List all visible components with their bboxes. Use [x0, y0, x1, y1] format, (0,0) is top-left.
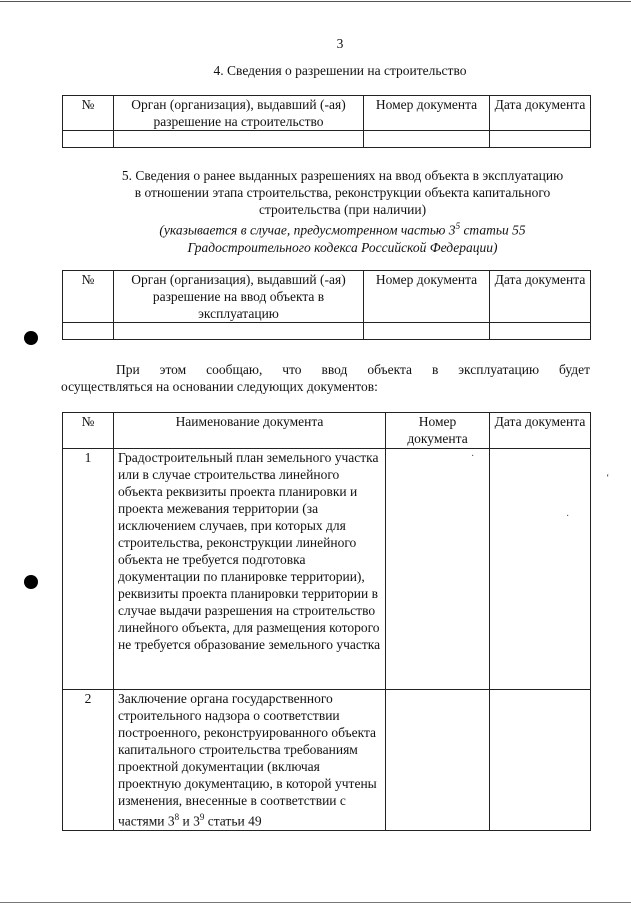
table-cell[interactable]	[364, 323, 490, 340]
scan-speck: ·	[471, 451, 475, 462]
col-doc-number-header: Номер документа	[364, 96, 490, 131]
section5-heading	[70, 167, 615, 256]
section4-heading: 4. Сведения о разрешении на строительство	[213, 63, 467, 78]
col-number-header: №	[63, 96, 114, 131]
table-cell[interactable]	[490, 131, 591, 148]
row-number: 1	[63, 449, 114, 690]
table-row	[63, 690, 591, 831]
col-doc-name-header: Наименование документа	[114, 413, 386, 449]
doc-date-cell[interactable]	[490, 449, 591, 690]
section5-note-line2: Градостроительного кодекса Российской Федерации)	[187, 239, 498, 255]
section5-table	[62, 270, 591, 340]
section4-table	[62, 95, 591, 148]
doc-number-cell[interactable]	[386, 449, 490, 690]
section5-heading-line: строительства (при наличии)	[258, 202, 427, 217]
table-cell[interactable]	[490, 323, 591, 340]
documents-table	[62, 412, 591, 831]
table-header-row	[63, 96, 591, 131]
section5-note: (указывается в случае, предусмотренном частью $3^5$ статьи 55	[159, 221, 526, 238]
table-cell[interactable]	[364, 131, 490, 148]
table-cell[interactable]	[114, 323, 364, 340]
col-doc-date-header: Дата документа	[490, 96, 591, 131]
col-doc-date-header: Дата документа	[490, 413, 591, 449]
doc-name: Градостроительный план земельного участка или в случае строительства линейного объекта реквизиты проекта планировки и проекта межевания территории (за исключением случаев, при которых для строительства, реконструкции линейного объекта не требуется подготовка документации по планировке территории), реквизиты проекта планировки территории в случае выдачи разрешения на строительство линейного объекта, для размещения которого не требуется образование земельного участка	[114, 449, 386, 690]
page-number: 3	[336, 36, 344, 51]
top-border-line	[0, 1, 631, 2]
col-doc-date-header: Дата документа	[490, 271, 591, 323]
section5-heading-line: в отношении этапа строительства, реконструкции объекта капитального	[134, 185, 551, 200]
row-number: 2	[63, 690, 114, 831]
col-authority-header: Орган (организация), выдавший (-ая) разрешение на ввод объекта в эксплуатацию	[114, 271, 364, 323]
table-row	[63, 449, 591, 690]
table-header-row	[63, 413, 591, 449]
col-doc-number-header: Номер документа	[364, 271, 490, 323]
table-cell[interactable]	[63, 131, 114, 148]
table-row	[63, 323, 591, 340]
section5-heading-line: 5. Сведения о ранее выданных разрешениях на ввод объекта в эксплуатацию	[121, 168, 564, 183]
col-number-header: №	[63, 413, 114, 449]
bottom-border-line	[0, 902, 631, 903]
doc-date-cell[interactable]	[490, 690, 591, 831]
punch-hole-bottom	[24, 575, 38, 589]
paragraph-line: осуществляться на основании следующих документов:	[61, 379, 378, 394]
table-header-row	[63, 271, 591, 323]
doc-number-cell[interactable]	[386, 690, 490, 831]
paragraph-line: При этом сообщаю, что ввод объекта в эксплуатацию будет	[116, 362, 590, 377]
scan-speck: ·	[566, 511, 570, 522]
col-authority-header: Орган (организация), выдавший (-ая) разрешение на строительство	[114, 96, 364, 131]
intro-paragraph	[61, 361, 590, 395]
table-cell[interactable]	[63, 323, 114, 340]
punch-hole-top	[24, 331, 38, 345]
doc-name: Заключение органа государственного строительного надзора о соответствии построенного, реконструированного объекта капитального строительства требованиям проектной документации (включая проектную документацию, в которой учтены изменения, внесенные в соответствии с частями $3^8$ и $3^9$ статьи 49	[114, 690, 386, 831]
scan-speck: ‘	[606, 473, 610, 484]
col-number-header: №	[63, 271, 114, 323]
col-doc-number-header: Номер документа	[386, 413, 490, 449]
table-row	[63, 131, 591, 148]
table-cell[interactable]	[114, 131, 364, 148]
